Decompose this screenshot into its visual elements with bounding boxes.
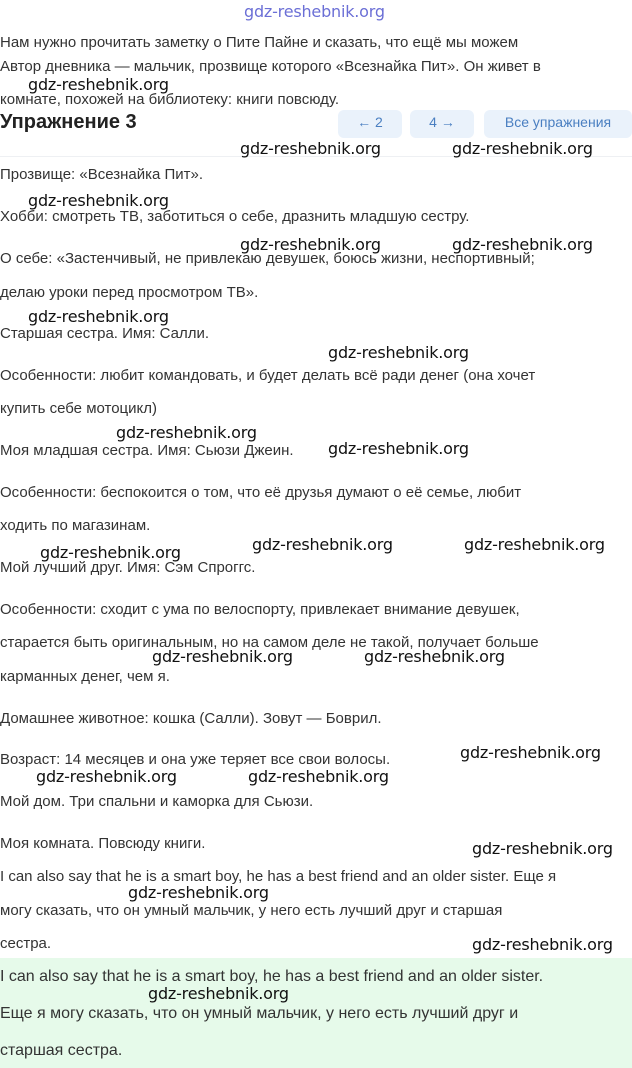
watermark: gdz-reshebnik.org: [472, 839, 613, 858]
prev-exercise-button[interactable]: ← 2: [338, 110, 402, 138]
content-line: Особенности: сходит с ума по велоспорту, привлекает внимание девушек,: [0, 601, 520, 618]
watermark: gdz-reshebnik.org: [28, 191, 169, 210]
arrow-right-icon: →: [440, 114, 455, 130]
answer-line: старшая сестра.: [0, 1042, 123, 1059]
content-line: Домашнее животное: кошка (Салли). Зовут — Боврил.: [0, 710, 382, 727]
content-line: делаю уроки перед просмотром ТВ».: [0, 284, 259, 301]
all-exercises-button[interactable]: Все упражнения: [484, 110, 632, 138]
content-line: Особенности: беспокоится о том, что её друзья думают о её семье, любит: [0, 484, 522, 501]
content-line: ходить по магазинам.: [0, 517, 151, 534]
content-line: Особенности: любит командовать, и будет делать всё ради денег (она хочет: [0, 367, 536, 384]
watermark: gdz-reshebnik.org: [152, 647, 293, 666]
content-line: Моя комната. Повсюду книги.: [0, 835, 206, 852]
watermark: gdz-reshebnik.org: [240, 139, 381, 158]
watermark: gdz-reshebnik.org: [464, 535, 605, 554]
watermark: gdz-reshebnik.org: [364, 647, 505, 666]
watermark: gdz-reshebnik.org: [128, 883, 269, 902]
watermark: gdz-reshebnik.org: [460, 743, 601, 762]
next-exercise-button[interactable]: 4 →: [410, 110, 474, 138]
watermark: gdz-reshebnik.org: [40, 543, 181, 562]
content-line: старается быть оригинальным, но на самом деле не такой, получает больше: [0, 634, 539, 651]
content-line: сестра.: [0, 935, 52, 952]
content-line: Моя младшая сестра. Имя: Сьюзи Джеин.: [0, 442, 294, 459]
watermark: gdz-reshebnik.org: [452, 139, 593, 158]
content-line: Возраст: 14 месяцев и она уже теряет все свои волосы.: [0, 751, 391, 768]
watermark: gdz-reshebnik.org: [472, 935, 613, 954]
content-line: могу сказать, что он умный мальчик, у него есть лучший друг и старшая: [0, 902, 503, 919]
content-line: О себе: «Застенчивый, не привлекаю девушек, боюсь жизни, неспортивный;: [0, 250, 535, 267]
watermark: gdz-reshebnik.org: [328, 343, 469, 362]
intro-line: Нам нужно прочитать заметку о Пите Пайне и сказать, что ещё мы можем: [0, 34, 519, 51]
watermark: gdz-reshebnik.org: [28, 307, 169, 326]
page-title: Упражнение 3: [0, 111, 137, 133]
intro-line: комнате, похожей на библиотеку: книги повсюду.: [0, 91, 340, 108]
watermark: gdz-reshebnik.org: [252, 535, 393, 554]
watermark: gdz-reshebnik.org: [244, 2, 385, 21]
content-line: купить себе мотоцикл): [0, 400, 158, 417]
watermark: gdz-reshebnik.org: [452, 235, 593, 254]
watermark: gdz-reshebnik.org: [240, 235, 381, 254]
content-line: Хобби: смотреть ТВ, заботиться о себе, дразнить младшую сестру.: [0, 208, 470, 225]
answer-line: I can also say that he is a smart boy, he has a best friend and an older sister.: [0, 968, 544, 985]
watermark: gdz-reshebnik.org: [36, 767, 177, 786]
content-line: Мой дом. Три спальни и каморка для Сьюзи.: [0, 793, 314, 810]
intro-line: Автор дневника — мальчик, прозвище которого «Всезнайка Пит». Он живет в: [0, 58, 541, 75]
content-line: Старшая сестра. Имя: Салли.: [0, 325, 210, 342]
watermark: gdz-reshebnik.org: [116, 423, 257, 442]
content-line: I can also say that he is a smart boy, he has a best friend and an older sister. Еще я: [0, 868, 557, 885]
content-line: карманных денег, чем я.: [0, 668, 170, 685]
answer-line: Еще я могу сказать, что он умный мальчик, у него есть лучший друг и: [0, 1005, 519, 1022]
arrow-left-icon: ←: [357, 114, 372, 130]
answer-box: [0, 958, 632, 1068]
watermark: gdz-reshebnik.org: [248, 767, 389, 786]
watermark: gdz-reshebnik.org: [328, 439, 469, 458]
content-line: Мой лучший друг. Имя: Сэм Спроггс.: [0, 559, 256, 576]
content-line: Прозвище: «Всезнайка Пит».: [0, 166, 204, 183]
watermark: gdz-reshebnik.org: [148, 984, 289, 1003]
watermark: gdz-reshebnik.org: [28, 75, 169, 94]
